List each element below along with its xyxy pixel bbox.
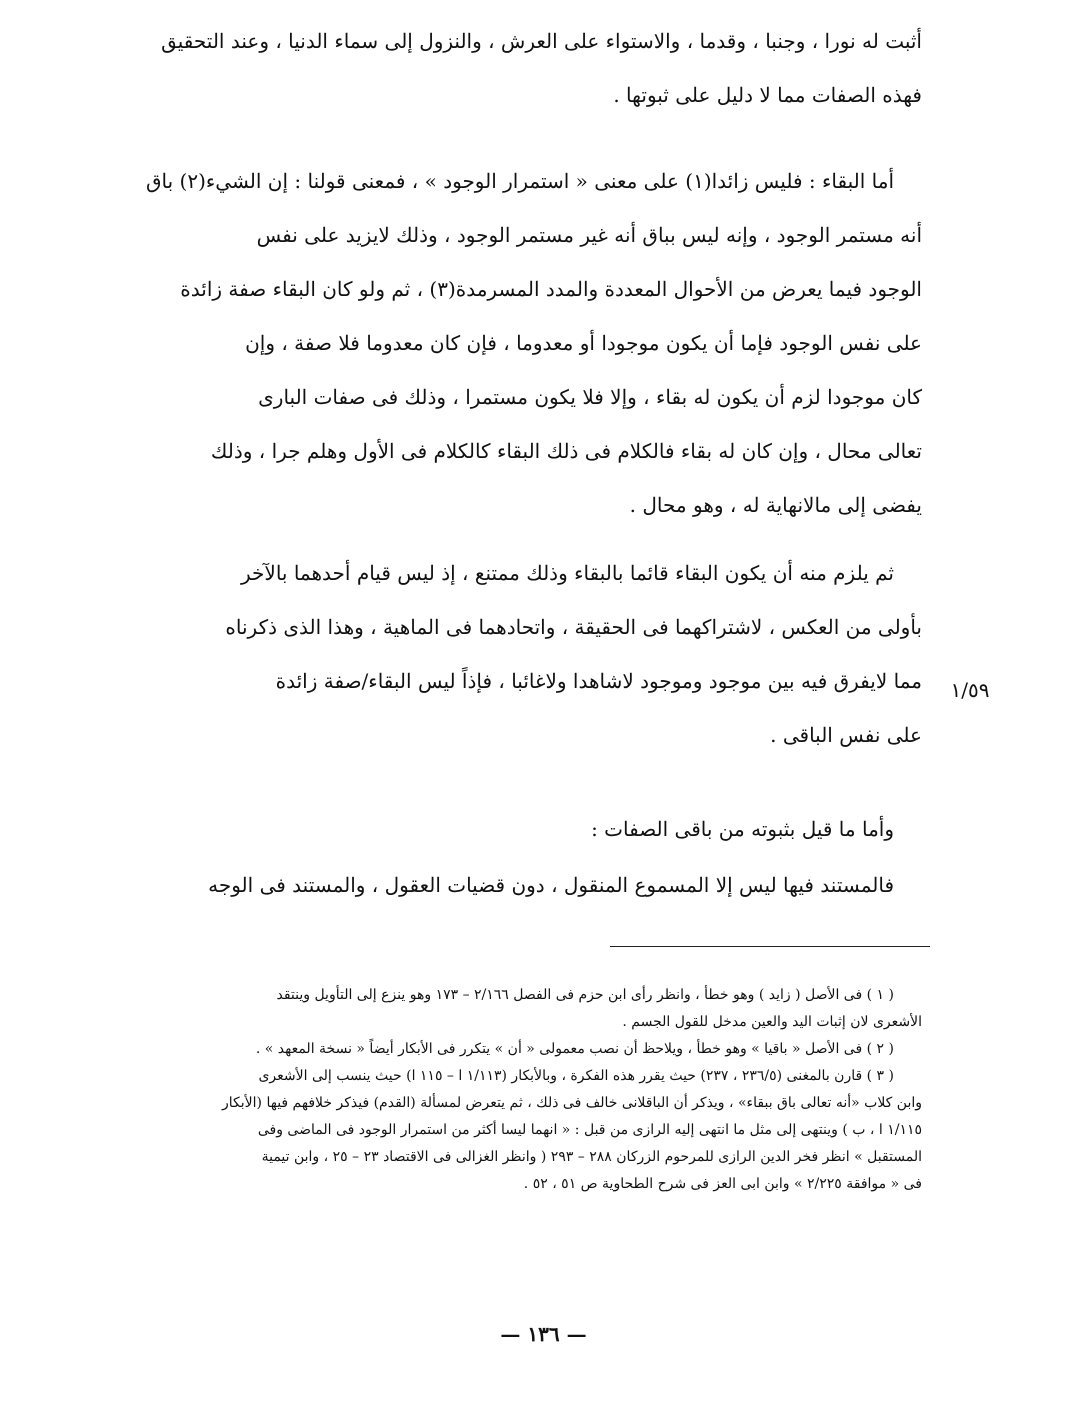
margin-folio-note: ١/٥٩ (950, 678, 990, 702)
text-line: مما لايفرق فيه بين موجود وموجود لاشاهدا ولاغائبا ، فإذاً ليس البقاء/صفة زائدة (275, 669, 922, 693)
text-line: على نفس الوجود فإما أن يكون موجودا أو معدوما ، فإن كان معدوما فلا صفة ، وإن (245, 331, 922, 355)
text-line: كان موجودا لزم أن يكون له بقاء ، وإلا فلا يكون مستمرا ، وذلك فى صفات البارى (258, 385, 922, 409)
page-number: — ١٣٦ — (500, 1322, 587, 1346)
footnote-line: الأشعرى لان إثبات اليد والعين مدخل للقول الجسم . (622, 1014, 922, 1030)
text-line: أما البقاء : فليس زائدا(١) على معنى « استمرار الوجود » ، فمعنى قولنا : إن الشيء(٢) باق (145, 169, 894, 193)
footnote-line: ( ٢ ) فى الأصل « باقيا » وهو خطأ ، ويلاحظ أن نصب معمولى « أن » يتكرر فى الأبكار أيضاً « نسخة المعهد » . (255, 1041, 894, 1057)
paragraph-2 (145, 154, 922, 532)
text-line: أنه مستمر الوجود ، وإنه ليس بباق أنه غير مستمر الوجود ، وذلك لايزيد على نفس (256, 223, 922, 247)
footnote-line: ١/١١٥ ا ، ب ) وينتهى إلى مثل ما انتهى إليه الرازى من قبل : « انهما ليسا أكثر من استمرار الوجود فى الماضى وفى (257, 1122, 922, 1138)
text-line: أثبت له نورا ، وجنبا ، وقدما ، والاستواء على العرش ، والنزول إلى سماء الدنيا ، وعند التحقيق (161, 29, 922, 53)
text-line: الوجود فيما يعرض من الأحوال المعددة والمدد المسرمدة(٣) ، ثم ولو كان البقاء صفة زائدة (180, 277, 922, 301)
footnote-line: ( ١ ) فى الأصل ( زايد ) وهو خطأ ، وانظر رأى ابن حزم فى الفصل ٢/١٦٦ – ١٧٣ وهو ينزع إلى التأويل وينتقد (276, 987, 894, 1003)
text-line: يفضى إلى مالانهاية له ، وهو محال . (629, 493, 922, 517)
text-line: ثم يلزم منه أن يكون البقاء قائما بالبقاء وذلك ممتنع ، إذ ليس قيام أحدهما بالآخر (241, 561, 894, 585)
text-line: بأولى من العكس ، لاشتراكهما فى الحقيقة ، واتحادهما فى الماهية ، وهذا الذى ذكرناه (225, 615, 922, 639)
footnote-line: فى « موافقة ٢/٢٢٥ » وابن ابى العز فى شرح الطحاوية ص ٥١ ، ٥٢ . (523, 1176, 922, 1192)
footnote-divider (610, 946, 930, 947)
footnote-line: المستقبل » انظر فخر الدين الرازى للمرحوم الزركان ٢٨٨ – ٢٩٣ ( وانظر الغزالى فى الاقتصاد ٢٣ – ٢٥ ، وابن تيمية (261, 1149, 922, 1165)
paragraph-1 (162, 14, 922, 122)
text-line: وأما ما قيل بثبوته من باقى الصفات : (591, 817, 894, 841)
paragraph-4 (162, 802, 922, 856)
text-line: فهذه الصفات مما لا دليل على ثبوتها . (613, 83, 922, 107)
text-line: تعالى محال ، وإن كان له بقاء فالكلام فى ذلك البقاء كالكلام فى الأول وهلم جرا ، وذلك (210, 439, 922, 463)
text-line: على نفس الباقى . (770, 723, 922, 747)
paragraph-5 (162, 858, 922, 912)
footnotes (162, 982, 922, 1198)
footnote-line: وابن كلاب «أنه تعالى باق ببقاء» ، ويذكر أن الباقلانى خالف فى ذلك ، ثم يتعرض لمسألة (القدم) فيذكر خلافهم فيها (الأبكار (222, 1095, 922, 1111)
text-line: فالمستند فيها ليس إلا المسموع المنقول ، دون قضيات العقول ، والمستند فى الوجه (208, 873, 894, 897)
paragraph-3 (162, 546, 922, 762)
footnote-line: ( ٣ ) قارن بالمغنى (٢٣٦/٥ ، ٢٣٧) حيث يقرر هذه الفكرة ، وبالأبكار (١/١١٣ ا – ١١٥ ا) حيث ينسب إلى الأشعرى (258, 1068, 894, 1084)
